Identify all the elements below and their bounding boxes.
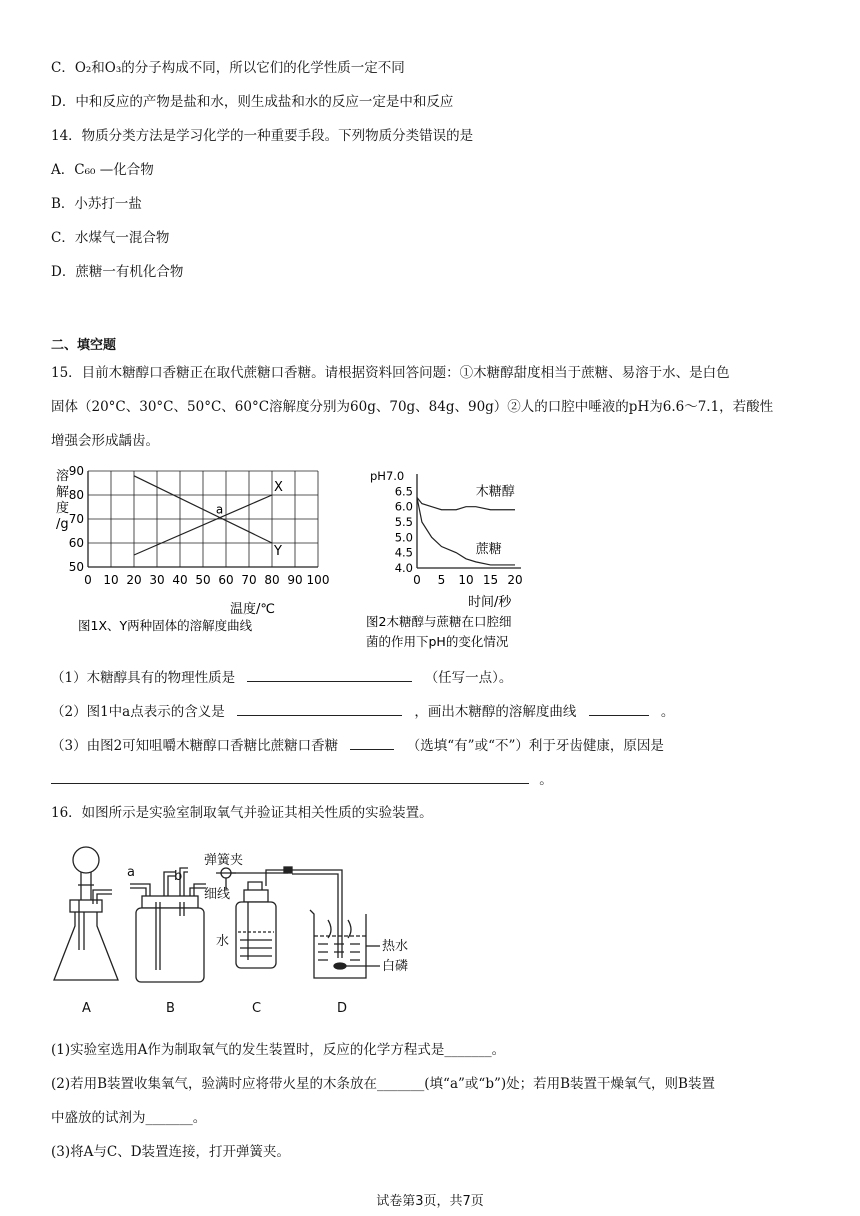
fig1-series-label: X [274, 480, 283, 495]
fig1-y-tick: 80 [68, 488, 84, 502]
fig2-x-tick: 20 [507, 573, 523, 587]
figure-1-chart [52, 466, 342, 662]
q15-stem-2: 固体（20°C、30°C、50°C、60°C溶解度分别为60g、70g、84g、90g）②人的口腔中唾液的pH为6.6～7.1，若酸性 [51, 399, 774, 415]
q13-option-d: D．中和反应的产物是盐和水，则生成盐和水的反应一定是中和反应 [51, 94, 454, 110]
apparatus-a-flask [54, 847, 118, 980]
fig2-caption-line-1: 图2木糖醇与蔗糖在口腔细 [366, 614, 512, 629]
fig2-y-ticks [395, 484, 413, 575]
fig1-x-tick: 50 [195, 573, 211, 587]
q16-stem: 16．如图所示是实验室制取氧气并验证其相关性质的实验装置。 [51, 805, 433, 821]
thread-label: 细线 [204, 887, 231, 902]
q15-stem-1: 15．目前木糖醇口香糖正在取代蔗糖口香糖。请根据资料回答问题：①木糖醇甜度相当于蔗糖、易溶于水、是白色 [51, 365, 730, 381]
fig1-x-tick: 100 [306, 573, 330, 587]
fig1-point-label: a [215, 502, 224, 517]
q16-part-3: (3)将A与C、D装置连接，打开弹簧夹。 [51, 1144, 291, 1160]
fig1-x-tick: 0 [84, 573, 92, 587]
q14-option-d: D．蔗糖一有机化合物 [51, 264, 184, 280]
q15-part-2-mid: ，画出木糖醇的溶解度曲线 [414, 704, 577, 720]
q16-part-1: (1)实验室选用A作为制取氧气的发生装置时，反应的化学方程式是_______。 [51, 1042, 506, 1058]
fig1-x-tick: 40 [172, 573, 188, 587]
fig2-y-tick: 4.0 [394, 561, 413, 575]
q15-part-3-end: 。 [539, 772, 553, 788]
q16-part-2-cont: 中盛放的试剂为_______。 [51, 1110, 207, 1126]
q15-part-3 [51, 735, 664, 756]
fig1-y-label-char: 溶 [56, 469, 70, 484]
fig1-y-ticks [69, 466, 84, 574]
fig1-x-tick: 80 [264, 573, 280, 587]
fig2-x-tick: 5 [437, 573, 446, 587]
q15-part-2 [51, 701, 674, 722]
figure-2-chart [362, 466, 562, 662]
section-heading: 二、填空题 [51, 338, 117, 353]
water-label: 水 [216, 934, 230, 949]
fig2-x-tick: 0 [413, 573, 421, 587]
q15-stem-3: 增强会形成龋齿。 [51, 433, 159, 449]
tube-a-label: a [127, 865, 135, 880]
q15-part-3-cont [51, 769, 553, 790]
apparatus-label-a: A [82, 1001, 91, 1016]
q15-part-1 [51, 667, 512, 688]
fig1-x-tick: 90 [287, 573, 303, 587]
white-phosphorus-label: 白磷 [382, 959, 409, 974]
apparatus-d-beaker [310, 910, 380, 978]
clamp-label: 弹簧夹 [204, 853, 244, 868]
fig1-x-tick: 10 [103, 573, 119, 587]
q15-part-3-text: （3）由图2可知咀嚼木糖醇口香糖比蔗糖口香糖 [51, 738, 339, 754]
q15-part-2-text: （2）图1中a点表示的含义是 [51, 704, 225, 720]
fig1-grid [88, 471, 318, 567]
q14-option-a: A．C₆₀ —化合物 [51, 162, 154, 178]
fig1-y-tick: 90 [68, 466, 84, 478]
fig1-y-label-char: 解 [56, 485, 70, 500]
q15-part-1-text: （1）木糖醇具有的物理性质是 [51, 670, 236, 686]
fig1-x-tick: 70 [241, 573, 257, 587]
fig2-x-ticks [413, 573, 522, 587]
tube-b-label: b [174, 869, 183, 884]
fig2-y-axis-label: pH7.0 [370, 469, 405, 483]
q15-part-1-blank[interactable] [247, 667, 412, 682]
q15-part-2-tail: 。 [660, 704, 675, 720]
fig1-y-tick: 70 [68, 512, 84, 526]
apparatus-label-b: B [166, 1001, 175, 1016]
fig2-series-label: 蔗糖 [475, 541, 502, 557]
q16-part-2: (2)若用B装置收集氧气，验满时应将带火星的木条放在_______(填“a”或“b”)处；若用B装置干燥氧气，则B装置 [51, 1076, 715, 1092]
fig1-y-tick: 60 [68, 536, 84, 550]
apparatus-label-d: D [337, 1001, 348, 1016]
fig1-series [134, 476, 283, 559]
fig2-y-tick: 5.0 [394, 530, 413, 545]
q15-part-2-blank-1[interactable] [237, 701, 402, 716]
fig1-x-tick: 30 [149, 573, 165, 587]
fig1-y-label-char: /g [56, 517, 69, 532]
hot-water-label: 热水 [382, 939, 409, 954]
apparatus-figure [48, 840, 428, 1020]
apparatus-label-c: C [252, 1001, 262, 1016]
fig1-x-axis-label: 温度/℃ [230, 602, 275, 617]
fig1-caption: 图1X、Y两种固体的溶解度曲线 [78, 618, 253, 633]
fig1-y-tick: 50 [68, 560, 84, 574]
fig1-series-label: Y [274, 544, 282, 559]
q15-part-3-mid: （选填“有”或“不”）利于牙齿健康，原因是 [406, 738, 664, 754]
fig1-x-ticks [84, 573, 329, 587]
q14-stem: 14．物质分类方法是学习化学的一种重要手段。下列物质分类错误的是 [51, 128, 474, 144]
fig2-series-label: 木糖醇 [475, 484, 515, 500]
fig1-y-axis-label [56, 468, 69, 532]
fig2-y-tick: 6.5 [394, 484, 413, 499]
q15-part-3-blank-1[interactable] [350, 735, 394, 750]
apparatus-b-bottle [130, 868, 206, 982]
fig2-series [417, 483, 515, 564]
fig2-y-tick: 4.5 [394, 545, 413, 560]
fig2-caption-line-2: 菌的作用下pH的变化情况 [366, 634, 509, 649]
page-footer: 试卷第3页，共7页 [376, 1194, 484, 1209]
fig2-y-tick: 5.5 [394, 515, 413, 529]
fig1-y-label-char: 度 [56, 501, 70, 516]
q15-part-3-blank-2[interactable] [51, 769, 529, 784]
fig2-x-tick: 15 [482, 573, 499, 587]
fig1-x-tick: 20 [126, 573, 142, 587]
q15-part-2-blank-2[interactable] [589, 701, 649, 716]
apparatus-c-bottle [216, 867, 342, 968]
fig2-x-tick: 10 [458, 573, 474, 587]
q15-part-1-tail: （任写一点）。 [424, 670, 513, 686]
fig2-x-axis-label: 时间/秒 [468, 595, 512, 610]
fig2-y-tick: 6.0 [394, 499, 413, 514]
q14-option-c: C．水煤气一混合物 [51, 230, 170, 246]
q14-option-b: B．小苏打一盐 [51, 196, 142, 212]
fig1-x-tick: 60 [218, 573, 234, 587]
q13-option-c: C．O₂和O₃的分子构成不同，所以它们的化学性质一定不同 [51, 60, 405, 76]
